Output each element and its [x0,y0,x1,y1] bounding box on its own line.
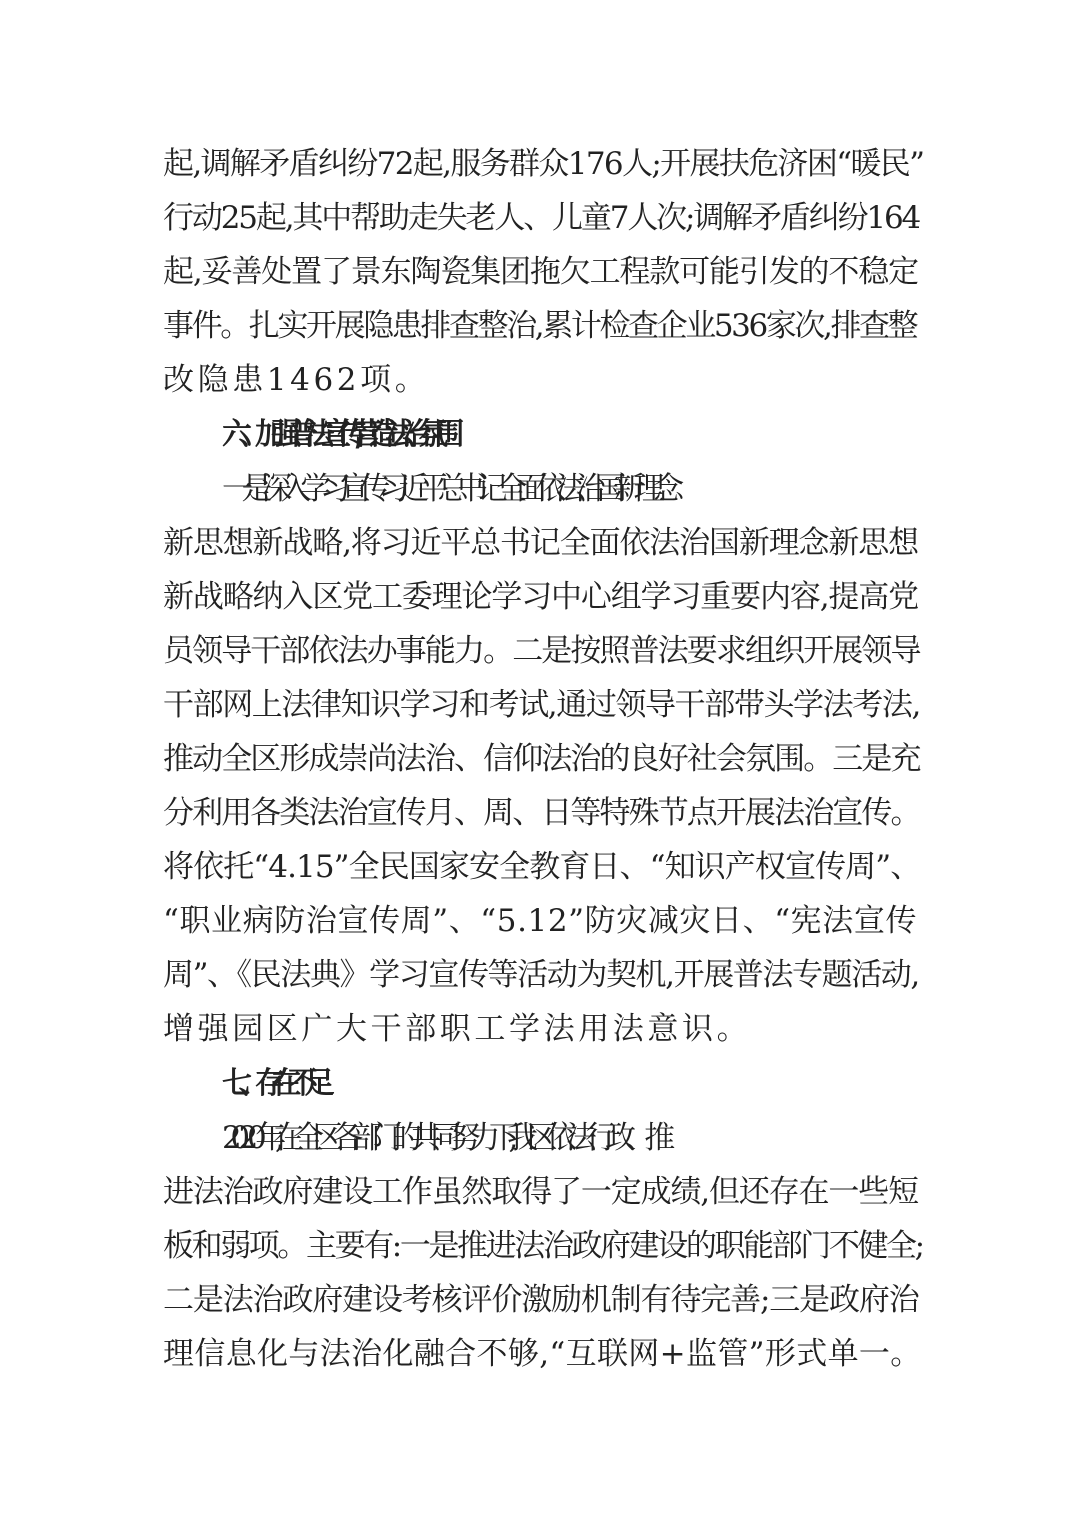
body-text-line: 起,调解矛盾纠纷72起,服务群众176人;开展扶危济困“暖民” [163,146,924,182]
body-text-line: 分利用各类法治宣传月、周、日等特殊节点开展法治宣传。 [163,795,920,831]
body-text-line: 新思想新战略,将习近平总书记全面依法治国新理念新思想 [163,525,918,561]
body-text-line: 将依托“4.15”全民国家安全教育日、“知识产权宣传周”、 [163,849,921,885]
section-heading-publicity: 六、加强普法宣传,营造法治氛围 [222,417,451,452]
section-heading-shortcomings: 七、存在不足 [222,1066,321,1101]
body-text-line: 事件。扎实开展隐患排查整治,累计检查企业536家次,排查整 [163,308,917,344]
body-text-line: 周”、《民法典》学习宣传等活动为契机,开展普法专题活动, [163,957,919,993]
body-text-line: 员领导干部依法办事能力。二是按照普法要求组织开展领导 [163,633,920,669]
body-text-line: 起,妥善处置了景东陶瓷集团拖欠工程款可能引发的不稳定 [163,254,918,290]
body-text-line: 2020年,在全区各部门的共同努力下,我区依法行政、推 [222,1120,664,1156]
body-text-line: 进法治政府建设工作虽然取得了一定成绩,但还存在一些短 [163,1174,918,1210]
body-text-line: 一是深入学习宣传习近平总书记全面依法治国新理念 [222,471,673,507]
body-text-line: 二是法治政府建设考核评价激励机制有待完善;三是政府治 [163,1282,919,1318]
body-text-line: 改隐患1462项。 [163,362,430,398]
body-text-line: 理信息化与法治化融合不够,“互联网+监管”形式单一。 [163,1336,922,1372]
body-text-line: 新战略纳入区党工委理论学习中心组学习重要内容,提高党 [163,579,918,615]
body-text-line: 行动25起,其中帮助走失老人、儿童7人次;调解矛盾纠纷164 [163,200,920,236]
body-text-line: “职业病防治宣传周”、“5.12”防灾减灾日、“宪法宣传 [163,903,918,939]
body-text-line: 板和弱项。主要有:一是推进法治政府建设的职能部门不健全; [163,1228,923,1264]
body-text-line: 干部网上法律知识学习和考试,通过领导干部带头学法考法, [163,687,920,723]
body-text-line: 推动全区形成崇尚法治、信仰法治的良好社会氛围。三是充 [163,741,920,777]
body-text-line: 增强园区广大干部职工学法用法意识。 [163,1011,752,1047]
